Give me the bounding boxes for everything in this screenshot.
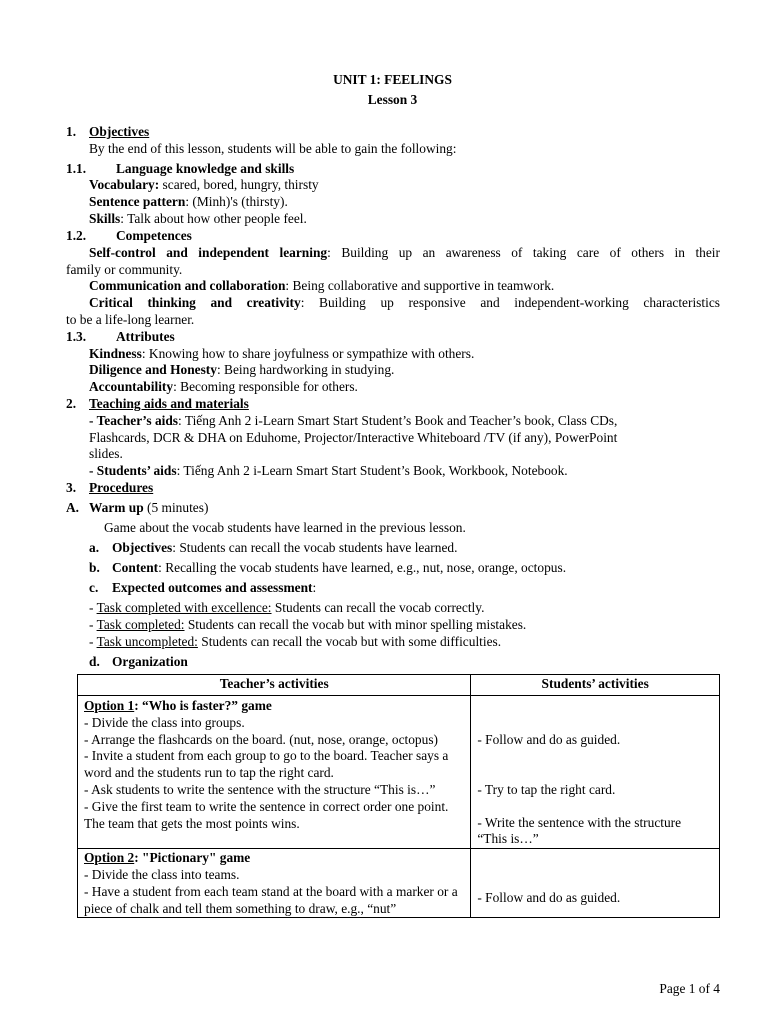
section-teaching-aids: 2. Teaching aids and materials (66, 396, 249, 411)
objectives-intro: By the end of this lesson, students will be able to gain the following: (89, 141, 457, 156)
accountability-line: Accountability: Becoming responsible for others. (89, 379, 358, 394)
table-row-option-2 (78, 849, 720, 918)
option-1-students-cell: - Follow and do as guided. - Try to tap the right card. - Write the sentence with the structure “This is…” (471, 696, 720, 849)
vocabulary-line: Vocabulary: scared, bored, hungry, thirsty (89, 177, 319, 192)
students-activities-header: Students’ activities (471, 675, 720, 696)
unit-title: UNIT 1: FEELINGS (333, 72, 452, 87)
students-aids-line: - Students’ aids: Tiếng Anh 2 i-Learn Smart Start Student’s Book, Workbook, Notebook. (89, 463, 568, 478)
section-1-2: 1.2. Competences (66, 228, 192, 243)
sentence-pattern-line: Sentence pattern: (Minh)'s (thirsty). (89, 194, 288, 209)
warm-up-heading: A. Warm up (5 minutes) (66, 500, 209, 515)
activities-table (77, 674, 720, 918)
section-1-3: 1.3. Attributes (66, 329, 175, 344)
kindness-line: Kindness: Knowing how to share joyfulness or sympathize with others. (89, 346, 475, 361)
critical-thinking-line-cont: to be a life-long learner. (66, 312, 195, 327)
section-objectives: 1. Objectives (66, 124, 150, 139)
communication-line: Communication and collaboration: Being collaborative and supportive in teamwork. (89, 278, 555, 293)
option-2-teacher-cell: Option 2: "Pictionary" game - Divide the class into teams. - Have a student from each team stand at the board with a marker or a piece of chalk and tell them something to draw, e.g., “nut” (78, 849, 471, 918)
teachers-aids-line-3: slides. (89, 446, 123, 461)
diligence-line: Diligence and Honesty: Being hardworking in studying. (89, 362, 395, 377)
option-1-teacher-cell: Option 1: “Who is faster?” game - Divide the class into groups. - Arrange the flashcards on the board. (nut, nose, orange, octopus) - Invite a student from each group to go to the board. Teacher says a word and the students run to tap the right card. - Ask students to write the sentence with the structure “This is…” - Give the first team to write the sentence in correct order one point. The team that gets the most points wins. (78, 696, 471, 849)
outcome-uncompleted: - Task uncompleted: Students can recall the vocab but with some difficulties. (89, 634, 502, 649)
warm-up-objectives: a. Objectives: Students can recall the vocab students have learned. (89, 540, 458, 555)
self-control-line: Self-control and independent learning: Building up an awareness of taking care of others in their (89, 245, 720, 260)
warm-up-description: Game about the vocab students have learned in the previous lesson. (104, 520, 466, 535)
teachers-aids-line-2: Flashcards, DCR & DHA on Eduhome, Projector/Interactive Whiteboard /TV (if any), PowerPoint (89, 430, 618, 445)
outcome-excellence: - Task completed with excellence: Students can recall the vocab correctly. (89, 600, 485, 615)
objectives-heading: Objectives (89, 124, 150, 139)
teachers-aids-line: - Teacher’s aids: Tiếng Anh 2 i-Learn Smart Start Student’s Book and Teacher’s book, Class CDs, (89, 413, 618, 428)
warm-up-outcomes: c. Expected outcomes and assessment: (89, 580, 317, 595)
self-control-line-cont: family or community. (66, 262, 183, 277)
section-1-1: 1.1. Language knowledge and skills (66, 161, 295, 176)
table-header-row (78, 675, 720, 696)
critical-thinking-line: Critical thinking and creativity: Building up responsive and independent-working characteristics (89, 295, 720, 310)
warm-up-organization: d. Organization (89, 654, 188, 669)
page-number: Page 1 of 4 (659, 981, 720, 996)
teachers-activities-header: Teacher’s activities (78, 675, 471, 696)
option-2-students-cell: - Follow and do as guided. (471, 849, 720, 918)
lesson-title: Lesson 3 (367, 92, 418, 107)
outcome-completed: - Task completed: Students can recall the vocab but with minor spelling mistakes. (89, 617, 527, 632)
warm-up-content: b. Content: Recalling the vocab students have learned, e.g., nut, nose, orange, octopus. (89, 560, 567, 575)
section-procedures: 3. Procedures (66, 480, 154, 495)
skills-line: Skills: Talk about how other people feel. (89, 211, 307, 226)
table-row-option-1 (78, 696, 720, 849)
